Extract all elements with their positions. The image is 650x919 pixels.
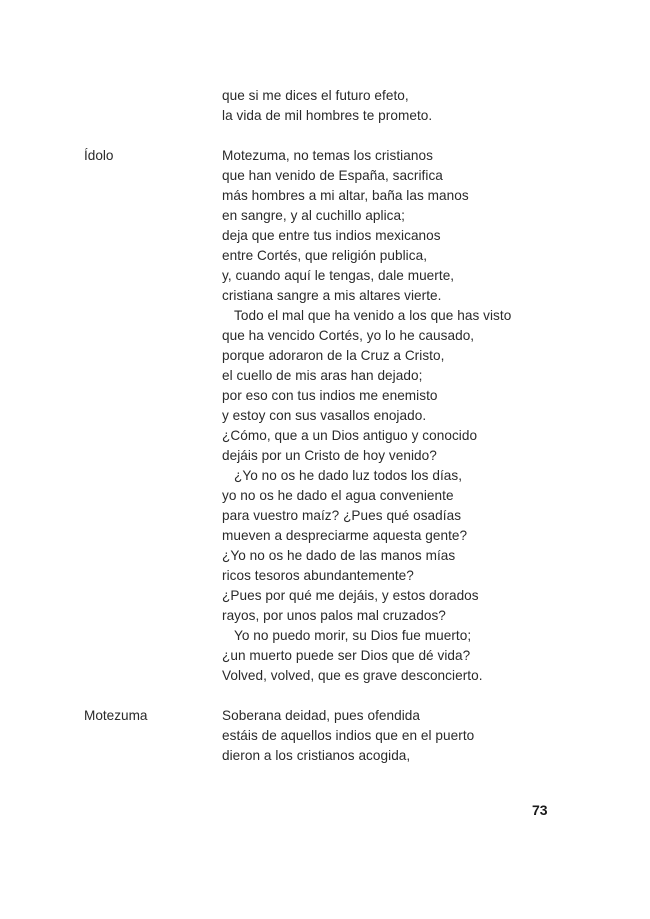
stanza-first-line: ¿Yo no os he dado luz todos los días,: [234, 468, 463, 483]
verse-line: mueven a despreciarme aquesta gente?: [222, 528, 468, 543]
verse-line: en sangre, y al cuchillo aplica;: [222, 208, 405, 223]
verse-line: porque adoraron de la Cruz a Cristo,: [222, 348, 445, 363]
verse-line: rayos, por unos palos mal cruzados?: [222, 608, 446, 623]
verse-line: entre Cortés, que religión publica,: [222, 248, 428, 263]
verse-line: estáis de aquellos indios que en el puerto: [222, 728, 475, 743]
verse-line: ¿Yo no os he dado de las manos mías: [222, 548, 456, 563]
verse-line: dieron a los cristianos acogida,: [222, 748, 411, 763]
verse-line: que si me dices el futuro efeto,: [222, 88, 409, 103]
verse-line: ¿Cómo, que a un Dios antiguo y conocido: [222, 428, 478, 443]
verse-line: deja que entre tus indios mexicanos: [222, 228, 441, 243]
verse-line: Motezuma, no temas los cristianos: [222, 148, 433, 163]
verse-line: ¿Pues por qué me dejáis, y estos dorados: [222, 588, 479, 603]
verse-line: y estoy con sus vasallos enojado.: [222, 408, 427, 423]
verse-line: yo no os he dado el agua conveniente: [222, 488, 454, 503]
speaker-name-idolo: Ídolo: [84, 148, 114, 163]
verse-line: por eso con tus indios me enemisto: [222, 388, 438, 403]
stanza-first-line: Todo el mal que ha venido a los que has visto: [234, 308, 512, 323]
verse-line: para vuestro maíz? ¿Pues qué osadías: [222, 508, 462, 523]
verse-line: cristiana sangre a mis altares vierte.: [222, 288, 442, 303]
page-number: 73: [532, 802, 548, 818]
verse-line: Volved, volved, que es grave desconcierto.: [222, 668, 483, 683]
verse-line: ¿un muerto puede ser Dios que dé vida?: [222, 648, 471, 663]
verse-line: más hombres a mi altar, baña las manos: [222, 188, 469, 203]
verse-line: Soberana deidad, pues ofendida: [222, 708, 421, 723]
verse-line: el cuello de mis aras han dejado;: [222, 368, 423, 383]
verse-line: dejáis por un Cristo de hoy venido?: [222, 448, 437, 463]
verse-line: que han venido de España, sacrifica: [222, 168, 443, 183]
speaker-name-motezuma: Motezuma: [84, 708, 148, 723]
verse-line: y, cuando aquí le tengas, dale muerte,: [222, 268, 455, 283]
verse-line: que ha vencido Cortés, yo lo he causado,: [222, 328, 475, 343]
stanza-first-line: Yo no puedo morir, su Dios fue muerto;: [234, 628, 472, 643]
verse-line: ricos tesoros abundantemente?: [222, 568, 414, 583]
verse-line: la vida de mil hombres te prometo.: [222, 108, 433, 123]
